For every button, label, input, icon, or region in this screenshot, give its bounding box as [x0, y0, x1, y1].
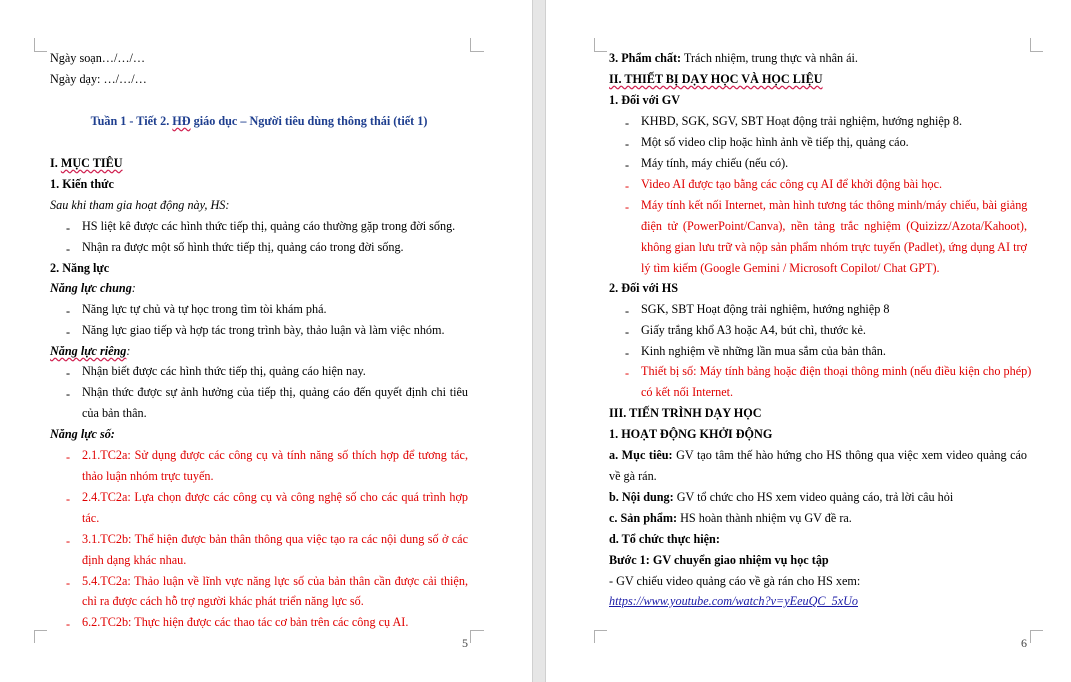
section-objectives-title: MỤC TIÊU [60, 156, 123, 170]
crop-mark [594, 38, 595, 51]
ability-heading: 2. Năng lực [50, 261, 110, 275]
crop-mark [1030, 630, 1031, 643]
bullet-dash: - [625, 200, 630, 214]
crop-mark [1030, 51, 1043, 52]
student-heading: 2. Đối với HS [609, 281, 679, 295]
page-gap [532, 0, 546, 682]
teacher-item-cont: không gian lưu trữ và nộp sản phẩm nhóm trực tuyến (Padlet), ứng dụng AI trợ [641, 240, 1027, 254]
section-objectives-prefix: I. [50, 156, 61, 170]
goal-label: a. Mục tiêu: [609, 448, 673, 462]
digital-ability-item-cont: chỉ ra được cách hỗ trợ người khác phát triển năng lực số. [82, 594, 364, 608]
digital-ability-item: 5.4.TC2a: Thảo luận về lĩnh vực năng lực số của bản thân cần được cải thiện, [82, 574, 468, 588]
crop-mark [34, 630, 35, 643]
teacher-item: Máy tính, máy chiếu (nếu có). [641, 156, 789, 170]
bullet-dash: - [625, 137, 630, 151]
lesson-title-rest: giáo dục – Người tiêu dùng thông thái (tiết 1) [190, 114, 428, 128]
lesson-title-prefix: Tuần 1 - Tiết 2. [90, 114, 173, 128]
digital-ability-item-cont: thảo luận nhóm trực tuyến. [82, 469, 214, 483]
video-link[interactable]: https://www.youtube.com/watch?v=yEeuQC_5xUo [609, 594, 858, 608]
bullet-dash: - [66, 450, 71, 464]
date-teaching: Ngày dạy: …/…/… [50, 72, 147, 86]
document-page-5 [0, 0, 532, 682]
teacher-item: Máy tính kết nối Internet, màn hình tương tác thông minh/máy chiếu, bài giảng [641, 198, 1028, 212]
bullet-dash: - [625, 179, 630, 193]
digital-ability-heading: Năng lực số: [50, 427, 115, 441]
teacher-heading: 1. Đối với GV [609, 93, 681, 107]
bullet-dash: - [66, 304, 71, 318]
digital-ability-item: 3.1.TC2b: Thể hiện được bản thân thông qua việc tạo ra các nội dung số ở các [82, 532, 468, 546]
general-ability-item: Năng lực giao tiếp và hợp tác trong trình bày, thảo luận và làm việc nhóm. [82, 323, 445, 337]
bullet-dash: - [66, 242, 71, 256]
specific-ability-item-cont: của bản thân. [82, 406, 147, 420]
student-item: Kinh nghiệm về những lần mua sắm của bản thân. [641, 344, 886, 358]
page-number: 6 [1021, 636, 1027, 650]
student-item: Giấy trắng khổ A3 hoặc A4, bút chì, thước kẻ. [641, 323, 866, 337]
date-prepared: Ngày soạn…/…/… [50, 51, 146, 65]
activity-start-heading: 1. HOẠT ĐỘNG KHỞI ĐỘNG [609, 427, 773, 441]
bullet-dash: - [625, 325, 630, 339]
digital-ability-item: 2.1.TC2a: Sử dụng được các công cụ và tính năng số thích hợp để tương tác, [82, 448, 468, 462]
goal-text-cont: về gà rán. [609, 469, 657, 483]
general-ability-title: Năng lực chung [50, 281, 132, 295]
bullet-dash: - [66, 366, 71, 380]
bullet-dash: - [66, 617, 71, 631]
product-text: HS hoàn thành nhiệm vụ GV đề ra. [677, 511, 852, 525]
crop-mark [1030, 38, 1031, 51]
bullet-dash: - [625, 158, 630, 172]
goal-text: GV tạo tâm thế hào hứng cho HS thông qua việc xem video quảng cáo [672, 448, 1027, 462]
knowledge-intro: Sau khi tham gia hoạt động này, HS: [50, 198, 230, 212]
student-item-cont: có kết nối Internet. [641, 385, 734, 399]
product-label: c. Sản phẩm: [609, 511, 678, 525]
section-objectives-heading [50, 156, 123, 171]
section-equipment-heading [609, 72, 823, 87]
teacher-item-cont: lý tìm kiếm (Google Gemini / Microsoft Copilot/ Chat GPT). [641, 261, 940, 275]
specific-ability-colon: : [126, 344, 131, 358]
teacher-item: Một số video clip hoặc hình ảnh về tiếp thị, quảng cáo. [641, 135, 909, 149]
crop-mark [470, 630, 471, 643]
knowledge-heading: 1. Kiến thức [50, 177, 114, 191]
crop-mark [594, 630, 595, 643]
crop-mark [594, 51, 607, 52]
section-process-heading: III. TIẾN TRÌNH DẠY HỌC [609, 406, 762, 420]
crop-mark [470, 630, 484, 631]
lesson-title [50, 114, 468, 129]
quality-text: Trách nhiệm, trung thực và nhân ái. [681, 51, 858, 65]
bullet-dash: - [66, 325, 71, 339]
product-line [609, 511, 852, 526]
crop-mark [34, 51, 47, 52]
digital-ability-item: 6.2.TC2b: Thực hiện được các thao tác cơ bản trên các công cụ AI. [82, 615, 409, 629]
step1-text: - GV chiếu video quảng cáo về gà rán cho HS xem: [609, 574, 861, 588]
lesson-title-hd: HĐ [172, 114, 191, 128]
teacher-item-cont: điện tử (PowerPoint/Canva), nền tảng trắc nghiệm (Quizizz/Azota/Kahoot), [641, 219, 1027, 233]
crop-mark [470, 51, 484, 52]
bullet-dash: - [66, 387, 71, 401]
step1-heading: Bước 1: GV chuyển giao nhiệm vụ học tập [609, 553, 829, 567]
bullet-dash: - [66, 492, 71, 506]
specific-ability-title: Năng lực riêng [50, 344, 127, 358]
general-ability-colon: : [131, 281, 136, 295]
teacher-item: Video AI được tạo bằng các công cụ AI để khởi động bài học. [641, 177, 943, 191]
knowledge-item: HS liệt kê được các hình thức tiếp thị, quảng cáo thường gặp trong đời sống. [82, 219, 456, 233]
student-item: SGK, SBT Hoạt động trải nghiệm, hướng nghiệp 8 [641, 302, 890, 316]
general-ability-heading [50, 281, 136, 296]
bullet-dash: - [625, 346, 630, 360]
specific-ability-item: Nhận biết được các hình thức tiếp thị, quảng cáo hiện nay. [82, 364, 366, 378]
digital-ability-item: 2.4.TC2a: Lựa chọn được các công cụ và công nghệ số cho các quá trình hợp [82, 490, 468, 504]
section-equipment-title: II. THIẾT BỊ DẠY HỌC VÀ HỌC LIỆU [609, 72, 823, 86]
document-page-6 [546, 0, 1071, 682]
crop-mark [470, 38, 471, 51]
quality-label: 3. Phẩm chất: [609, 51, 682, 65]
teacher-item: KHBD, SGK, SGV, SBT Hoạt động trải nghiệm, hướng nghiệp 8. [641, 114, 963, 128]
specific-ability-heading [50, 344, 130, 359]
specific-ability-item: Nhận thức được sự ảnh hưởng của tiếp thị, quảng cáo đến quyết định chi tiêu [82, 385, 468, 399]
general-ability-item: Năng lực tự chủ và tự học trong tìm tòi khám phá. [82, 302, 327, 316]
bullet-dash: - [66, 576, 71, 590]
page-number: 5 [462, 636, 468, 650]
knowledge-item: Nhận ra được một số hình thức tiếp thị, quảng cáo trong đời sống. [82, 240, 404, 254]
crop-mark [34, 630, 47, 631]
bullet-dash: - [625, 366, 630, 380]
organize-heading: d. Tổ chức thực hiện: [609, 532, 720, 546]
crop-mark [594, 630, 607, 631]
crop-mark [1030, 630, 1043, 631]
digital-ability-item-cont: định dạng khác nhau. [82, 553, 187, 567]
content-text: GV tổ chức cho HS xem video quảng cáo, trả lời câu hỏi [673, 490, 954, 504]
content-line [609, 490, 953, 505]
bullet-dash: - [625, 116, 630, 130]
content-label: b. Nội dung: [609, 490, 674, 504]
crop-mark [34, 38, 35, 51]
bullet-dash: - [625, 304, 630, 318]
student-item: Thiết bị số: Máy tính bảng hoặc điện thoại thông minh (nếu điều kiện cho phép) [641, 364, 1032, 378]
bullet-dash: - [66, 534, 71, 548]
bullet-dash: - [66, 221, 71, 235]
goal-line [609, 448, 1027, 463]
quality-line [609, 51, 858, 66]
digital-ability-item-cont: tác. [82, 511, 100, 525]
